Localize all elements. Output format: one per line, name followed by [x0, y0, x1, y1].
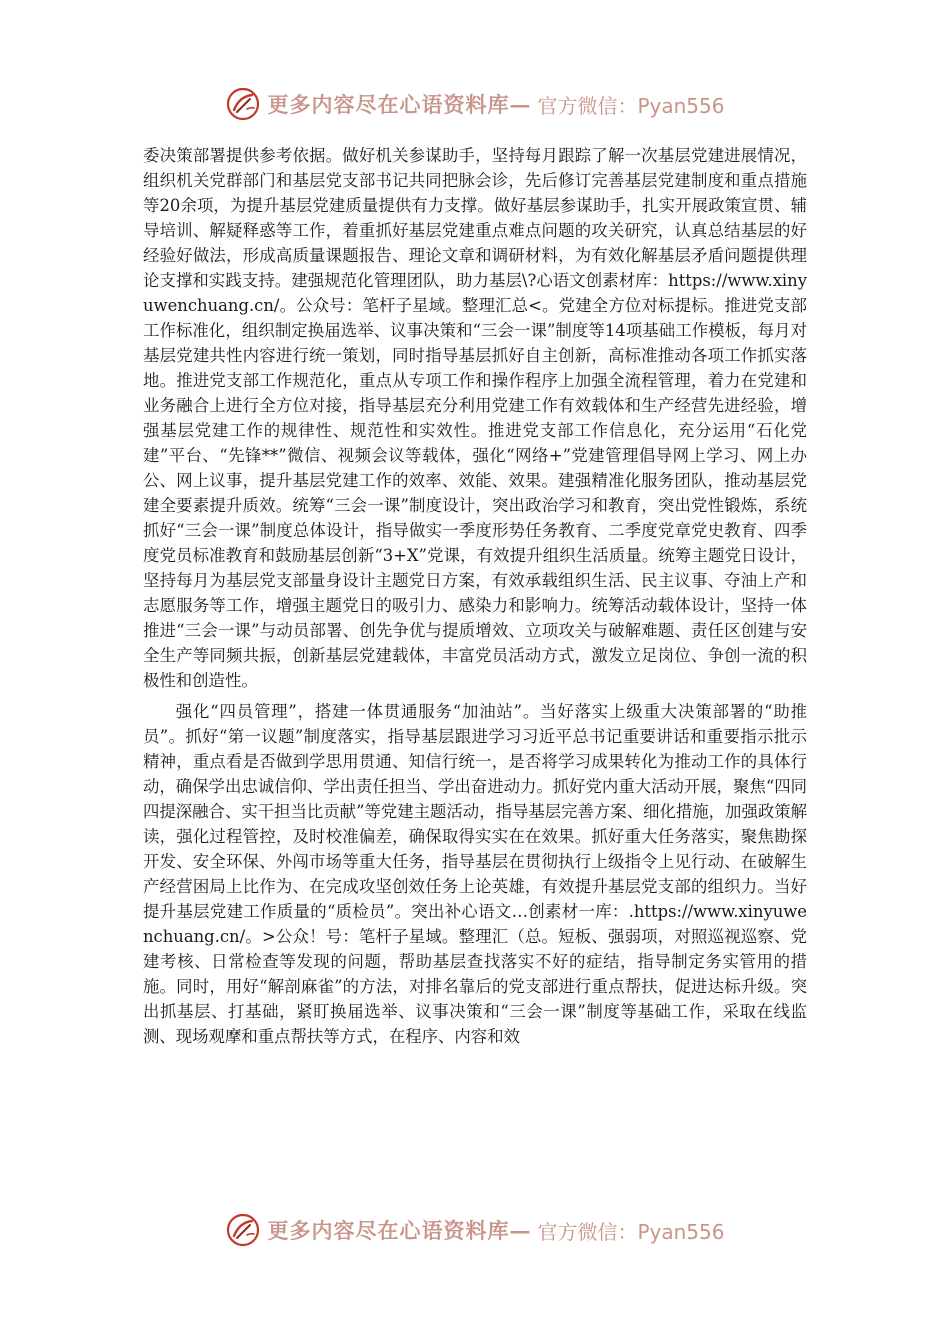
watermark-brand-text: 更多内容尽在心语资料库— — [267, 1218, 532, 1243]
watermark-wechat-text: 官方微信：Pyan556 — [537, 93, 725, 118]
pen-signature-logo-icon — [225, 86, 261, 122]
watermark-brand-text: 更多内容尽在心语资料库— — [267, 92, 532, 117]
watermark-wechat-text: 官方微信：Pyan556 — [537, 1219, 725, 1244]
footer-watermark — [0, 1210, 950, 1250]
document-body — [143, 143, 807, 1049]
pen-signature-logo-icon — [225, 1212, 261, 1248]
paragraph-2: 强化“四员管理”，搭建一体贯通服务“加油站”。当好落实上级重大决策部署的“助推员”。抓好“第一议题”制度落实，指导基层跟进学习习近平总书记重要讲话和重要指示批示精神，重点看是否做到学思用贯通、知信行统一，是否将学习成果转化为推动工作的具体行动，确保学出忠诚信仰、学出责任担当、学出奋进动力。抓好党内重大活动开展，聚焦“四同四提深融合、实干担当比贡献”等党建主题活动，指导基层完善方案、细化措施，加强政策解读，强化过程管控，及时校准偏差，确保取得实实在在效果。抓好重大任务落实，聚焦勘探开发、安全环保、外闯市场等重大任务，指导基层在贯彻执行上级指令上见行动、在破解生产经营困局上比作为、在完成攻坚创效任务上论英雄，有效提升基层党支部的组织力。当好提升基层党建工作质量的“质检员”。突出补心语文…创素材一库：.https://www.xinyuwenchuang.cn/。>公众！号：笔杆子星域。整理汇（总。短板、强弱项，对照巡视巡察、党建考核、日常检查等发现的问题，帮助基层查找落实不好的症结，指导制定务实管用的措施。同时，用好“解剖麻雀”的方法，对排名靠后的党支部进行重点帮扶，促进达标升级。突出抓基层、打基础，紧盯换届选举、议事决策和“三会一课”制度等基础工作，采取在线监测、现场观摩和重点帮扶等方式，在程序、内容和效 — [143, 702, 808, 1046]
header-watermark — [0, 84, 950, 124]
paragraph-1: 委决策部署提供参考依据。做好机关参谋助手，坚持每月跟踪了解一次基层党建进展情况，组织机关党群部门和基层党支部书记共同把脉会诊，先后修订完善基层党建制度和重点措施等20余项，为提升基层党建质量提供有力支撑。做好基层参谋助手，扎实开展政策宣贯、辅导培训、解疑释惑等工作，着重抓好基层党建重点难点问题的攻关研究，认真总结基层的好经验好做法，形成高质量课题报告、理论文章和调研材料，为有效化解基层矛盾问题提供理论支撑和实践支持。建强规范化管理团队，助力基层\?心语文创素材库：https://www.xinyuwenchuang.cn/。公众号：笔杆子星域。整理汇总<。党建全方位对标提标。推进党支部工作标准化，组织制定换届选举、议事决策和“三会一课”制度等14项基础工作模板，每月对基层党建共性内容进行统一策划，同时指导基层抓好自主创新，高标准推动各项工作抓实落地。推进党支部工作规范化，重点从专项工作和操作程序上加强全流程管理，着力在党建和业务融合上进行全方位对接，指导基层充分利用党建工作有效载体和生产经营先进经验，增强基层党建工作的规律性、规范性和实效性。推进党支部工作信息化，充分运用“石化党建”平台、“先锋**”微信、视频会议等载体，强化“网络+”党建管理倡导网上学习、网上办公、网上议事，提升基层党建工作的效率、效能、效果。建强精准化服务团队，推动基层党建全要素提升质效。统筹“三会一课”制度设计，突出政治学习和教育，突出党性锻炼，系统抓好“三会一课”制度总体设计，指导做实一季度形势任务教育、二季度党章党史教育、四季度党员标准教育和鼓励基层创新“3+X”党课，有效提升组织生活质量。统筹主题党日设计，坚持每月为基层党支部量身设计主题党日方案，有效承载组织生活、民主议事、夺油上产和志愿服务等工作，增强主题党日的吸引力、感染力和影响力。统筹活动载体设计，坚持一体推进“三会一课”与动员部署、创先争优与提质增效、立项攻关与破解难题、责任区创建与安全生产等同频共振，创新基层党建载体，丰富党员活动方式，激发立足岗位、争创一流的积极性和创造性。 — [143, 146, 807, 690]
